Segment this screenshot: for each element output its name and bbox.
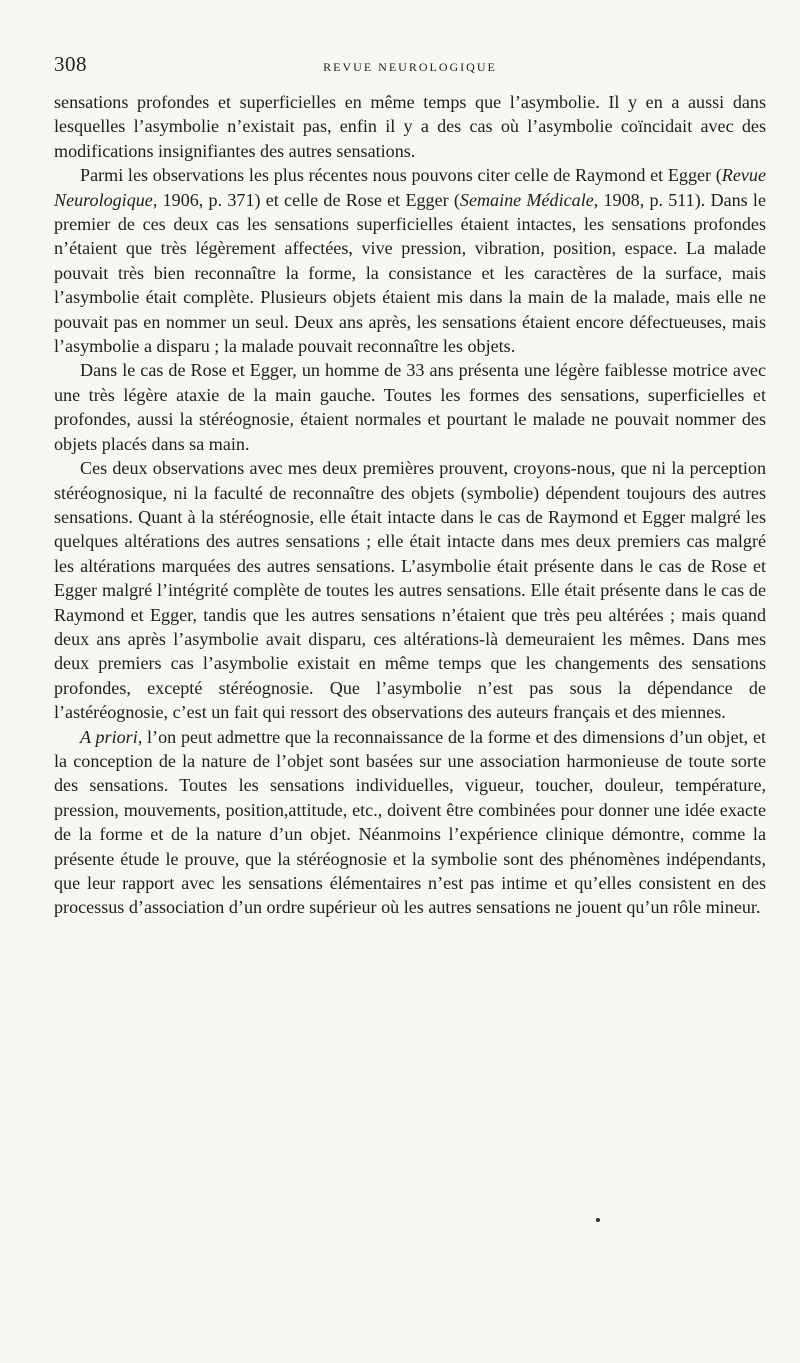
paragraph [54,358,766,456]
paragraph-text: Ces deux observations avec mes deux premières prouvent, croyons-nous, que ni la perception stéréognosique, ni la faculté de reconnaître des objets (symbolie) dépendent toujours des autres sensations. Quant à la stéréognosie, elle était intacte dans le cas de Raymond et Egger malgré les quelques altérations des autres sensations ; elle était intacte dans mes deux premiers cas malgré les altérations marquées des autres sensations. L’asymbolie était présente dans le cas de Rose et Egger malgré l’intégrité complète de toutes les autres sensations. Elle était présente dans le cas de Raymond et Egger, tandis que les autres sensations n’étaient que très peu altérées ; mais quand deux ans après l’asymbolie avait disparu, ces altérations-là demeuraient les mêmes. Dans mes deux premiers cas l’asymbolie existait en même temps que les changements des sensations profondes, excepté stéréognosie. Que l’asymbolie n’est pas sous la dépendance de l’astéréognosie, c’est un fait qui ressort des observations des auteurs français et des miennes. [54,458,766,723]
paragraph-text: , l’on peut admettre que la reconnaissance de la forme et des dimensions d’un objet, et la conception de la nature de l’objet sont basées sur une association harmonieuse de toute sorte des sensations. Toutes les sensations individuelles, vigueur, toucher, douleur, température, pression, mouvements, position,attitude, etc., doivent être combinées pour donner une idée exacte de la forme et de la nature d’un objet. Néanmoins l’expérience clinique démontre, comme la présente étude le prouve, que la stéréognosie et la symbolie sont des phénomènes indépendants, que leur rapport avec les sensations élémentaires n’est pas intime et qu’elles consistent en des processus d’association d’un ordre supérieur où les autres sensations ne jouent qu’un rôle mineur. [54,726,766,918]
page [54,52,766,920]
paragraph-text: , 1908, p. 511). Dans le premier de ces deux cas les sensations superficielles étaient intactes, les sensations profondes n’étaient que très légèrement affectées, vive pression, vibration, position, espace. La malade pouvait très bien reconnaître la forme, la consistance et les caractères de la surface, mais l’asymbolie était complète. Plusieurs objets étaient mis dans la main de la malade, mais elle ne pouvait pas en nommer un seul. Deux ans après, les sensations étaient encore défectueuses, mais l’asymbolie a disparu ; la malade pouvait reconnaître les objets. [54,189,766,357]
page-header [54,52,766,86]
page-number: 308 [54,52,87,76]
italic-text: Semaine Médicale [459,189,594,210]
paragraph [54,90,766,163]
article-body [54,90,766,920]
paragraph-text: , 1906, p. 371) et celle de Rose et Egger ( [152,189,460,210]
paragraph-text: sensations profondes et superficielles en même temps que l’asymbolie. Il y en a aussi dans lesquelles l’asymbolie n’existait pas, enfin il y a des cas où l’asymbolie coïncidait avec des modifications insignifiantes des autres sensations. [54,92,766,161]
paragraph-text: Dans le cas de Rose et Egger, un homme de 33 ans présenta une légère faiblesse motrice avec une très légère ataxie de la main gauche. Toutes les formes des sensations, superficielles et profondes, aussi la stéréognosie, étaient normales et pourtant le malade ne pouvait nommer des objets placés dans sa main. [54,360,766,454]
paragraph [54,725,766,920]
ink-dot [596,1218,600,1222]
italic-text: A priori [80,726,138,747]
paragraph [54,456,766,724]
paragraph-text: Parmi les observations les plus récentes nous pouvons citer celle de Raymond et Egger ( [80,165,722,186]
running-title: REVUE NEUROLOGIQUE [323,60,497,74]
paragraph [54,163,766,358]
italic-text: Revue Neurologique [54,165,766,210]
